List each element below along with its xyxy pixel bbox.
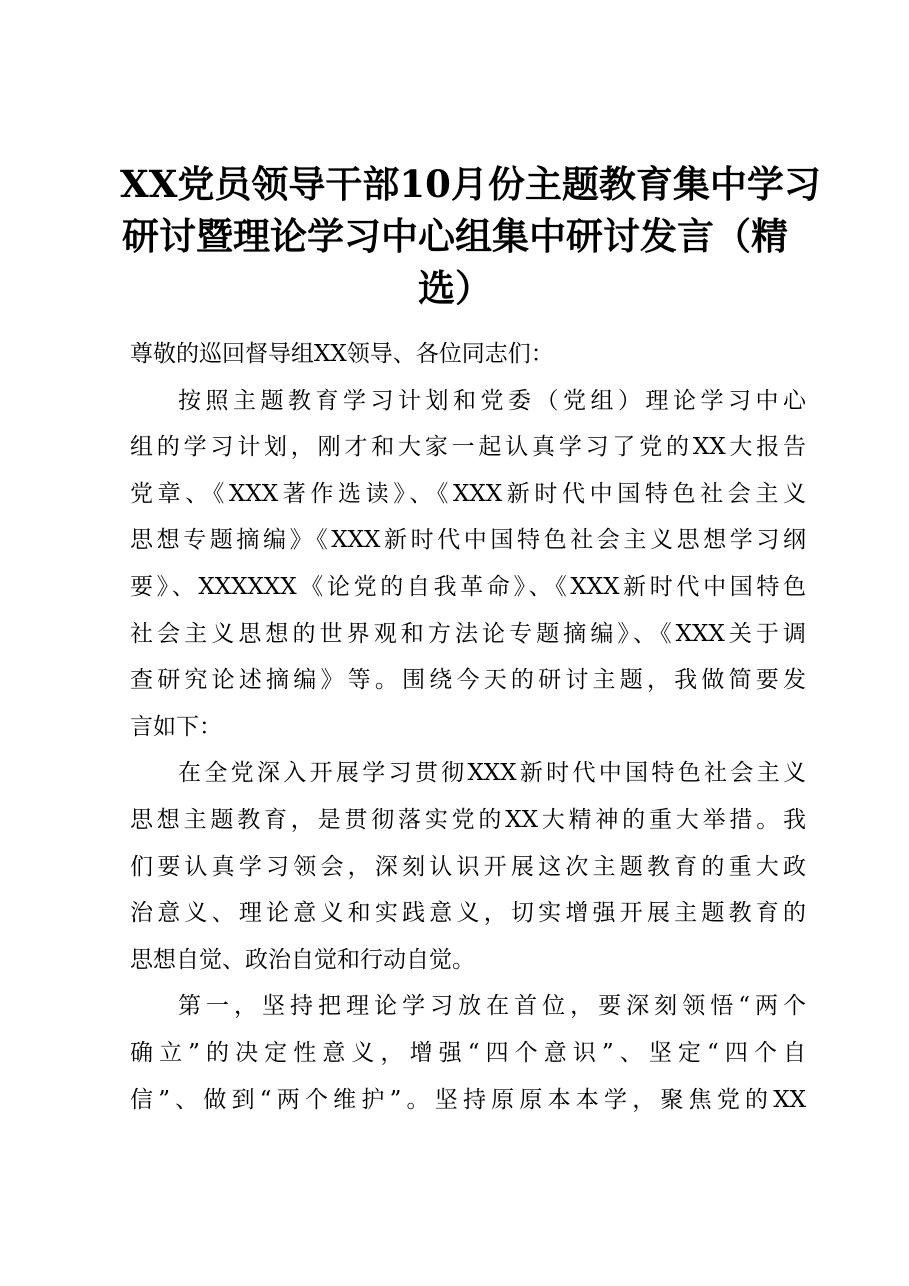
paragraph-1-line-7: 查研究论述摘编》等。围绕今天的研讨主题，我做简要发 [130, 667, 806, 694]
title-line-1: XX党员领导干部10月份主题教育集中学习 [120, 162, 821, 206]
paragraph-1-line-3: 党章、《XXX著作选读》、《XXX新时代中国特色社会主义 [130, 480, 806, 507]
paragraph-2-line-2: 思想主题教育，是贯彻落实党的XX大精神的重大举措。我 [130, 806, 806, 833]
paragraph-1-line-4: 思想专题摘编》《XXX新时代中国特色社会主义思想学习纲 [130, 527, 806, 554]
paragraph-1-line-5: 要》、XXXXXX《论党的自我革命》、《XXX新时代中国特色 [130, 573, 806, 600]
document-title [120, 158, 821, 314]
paragraph-1-line-1: 按照主题教育学习计划和党委（党组）理论学习中心 [178, 387, 806, 414]
paragraph-1-line-2: 组的学习计划，刚才和大家一起认真学习了党的XX大报告 [130, 434, 806, 461]
paragraph-1-line-8: 言如下： [130, 713, 222, 740]
paragraph-2-line-5: 思想自觉、政治自觉和行动自觉。 [130, 946, 475, 973]
salutation-line: 尊敬的巡回督导组XX领导、各位同志们： [130, 341, 554, 367]
paragraph-3-line-2: 确立”的决定性意义，增强“四个意识”、坚定“四个自 [130, 1039, 806, 1066]
paragraph-3-line-3: 信”、做到“两个维护”。坚持原原本本学，聚焦党的XX [130, 1086, 806, 1113]
paragraph-2-line-4: 治意义、理论意义和实践意义，切实增强开展主题教育的 [130, 900, 806, 927]
title-line-2: 研讨暨理论学习中心组集中研讨发言（精 [122, 214, 788, 258]
title-line-3: 选） [418, 266, 492, 310]
paragraph-1-line-6: 社会主义思想的世界观和方法论专题摘编》、《XXX关于调 [130, 620, 806, 647]
paragraph-2-line-3: 们要认真学习领会，深刻认识开展这次主题教育的重大政 [130, 853, 806, 880]
paragraph-3-line-1: 第一，坚持把理论学习放在首位，要深刻领悟“两个 [178, 993, 806, 1020]
document-body [130, 331, 806, 1123]
paragraph-2-line-1: 在全党深入开展学习贯彻XXX新时代中国特色社会主义 [178, 760, 806, 787]
